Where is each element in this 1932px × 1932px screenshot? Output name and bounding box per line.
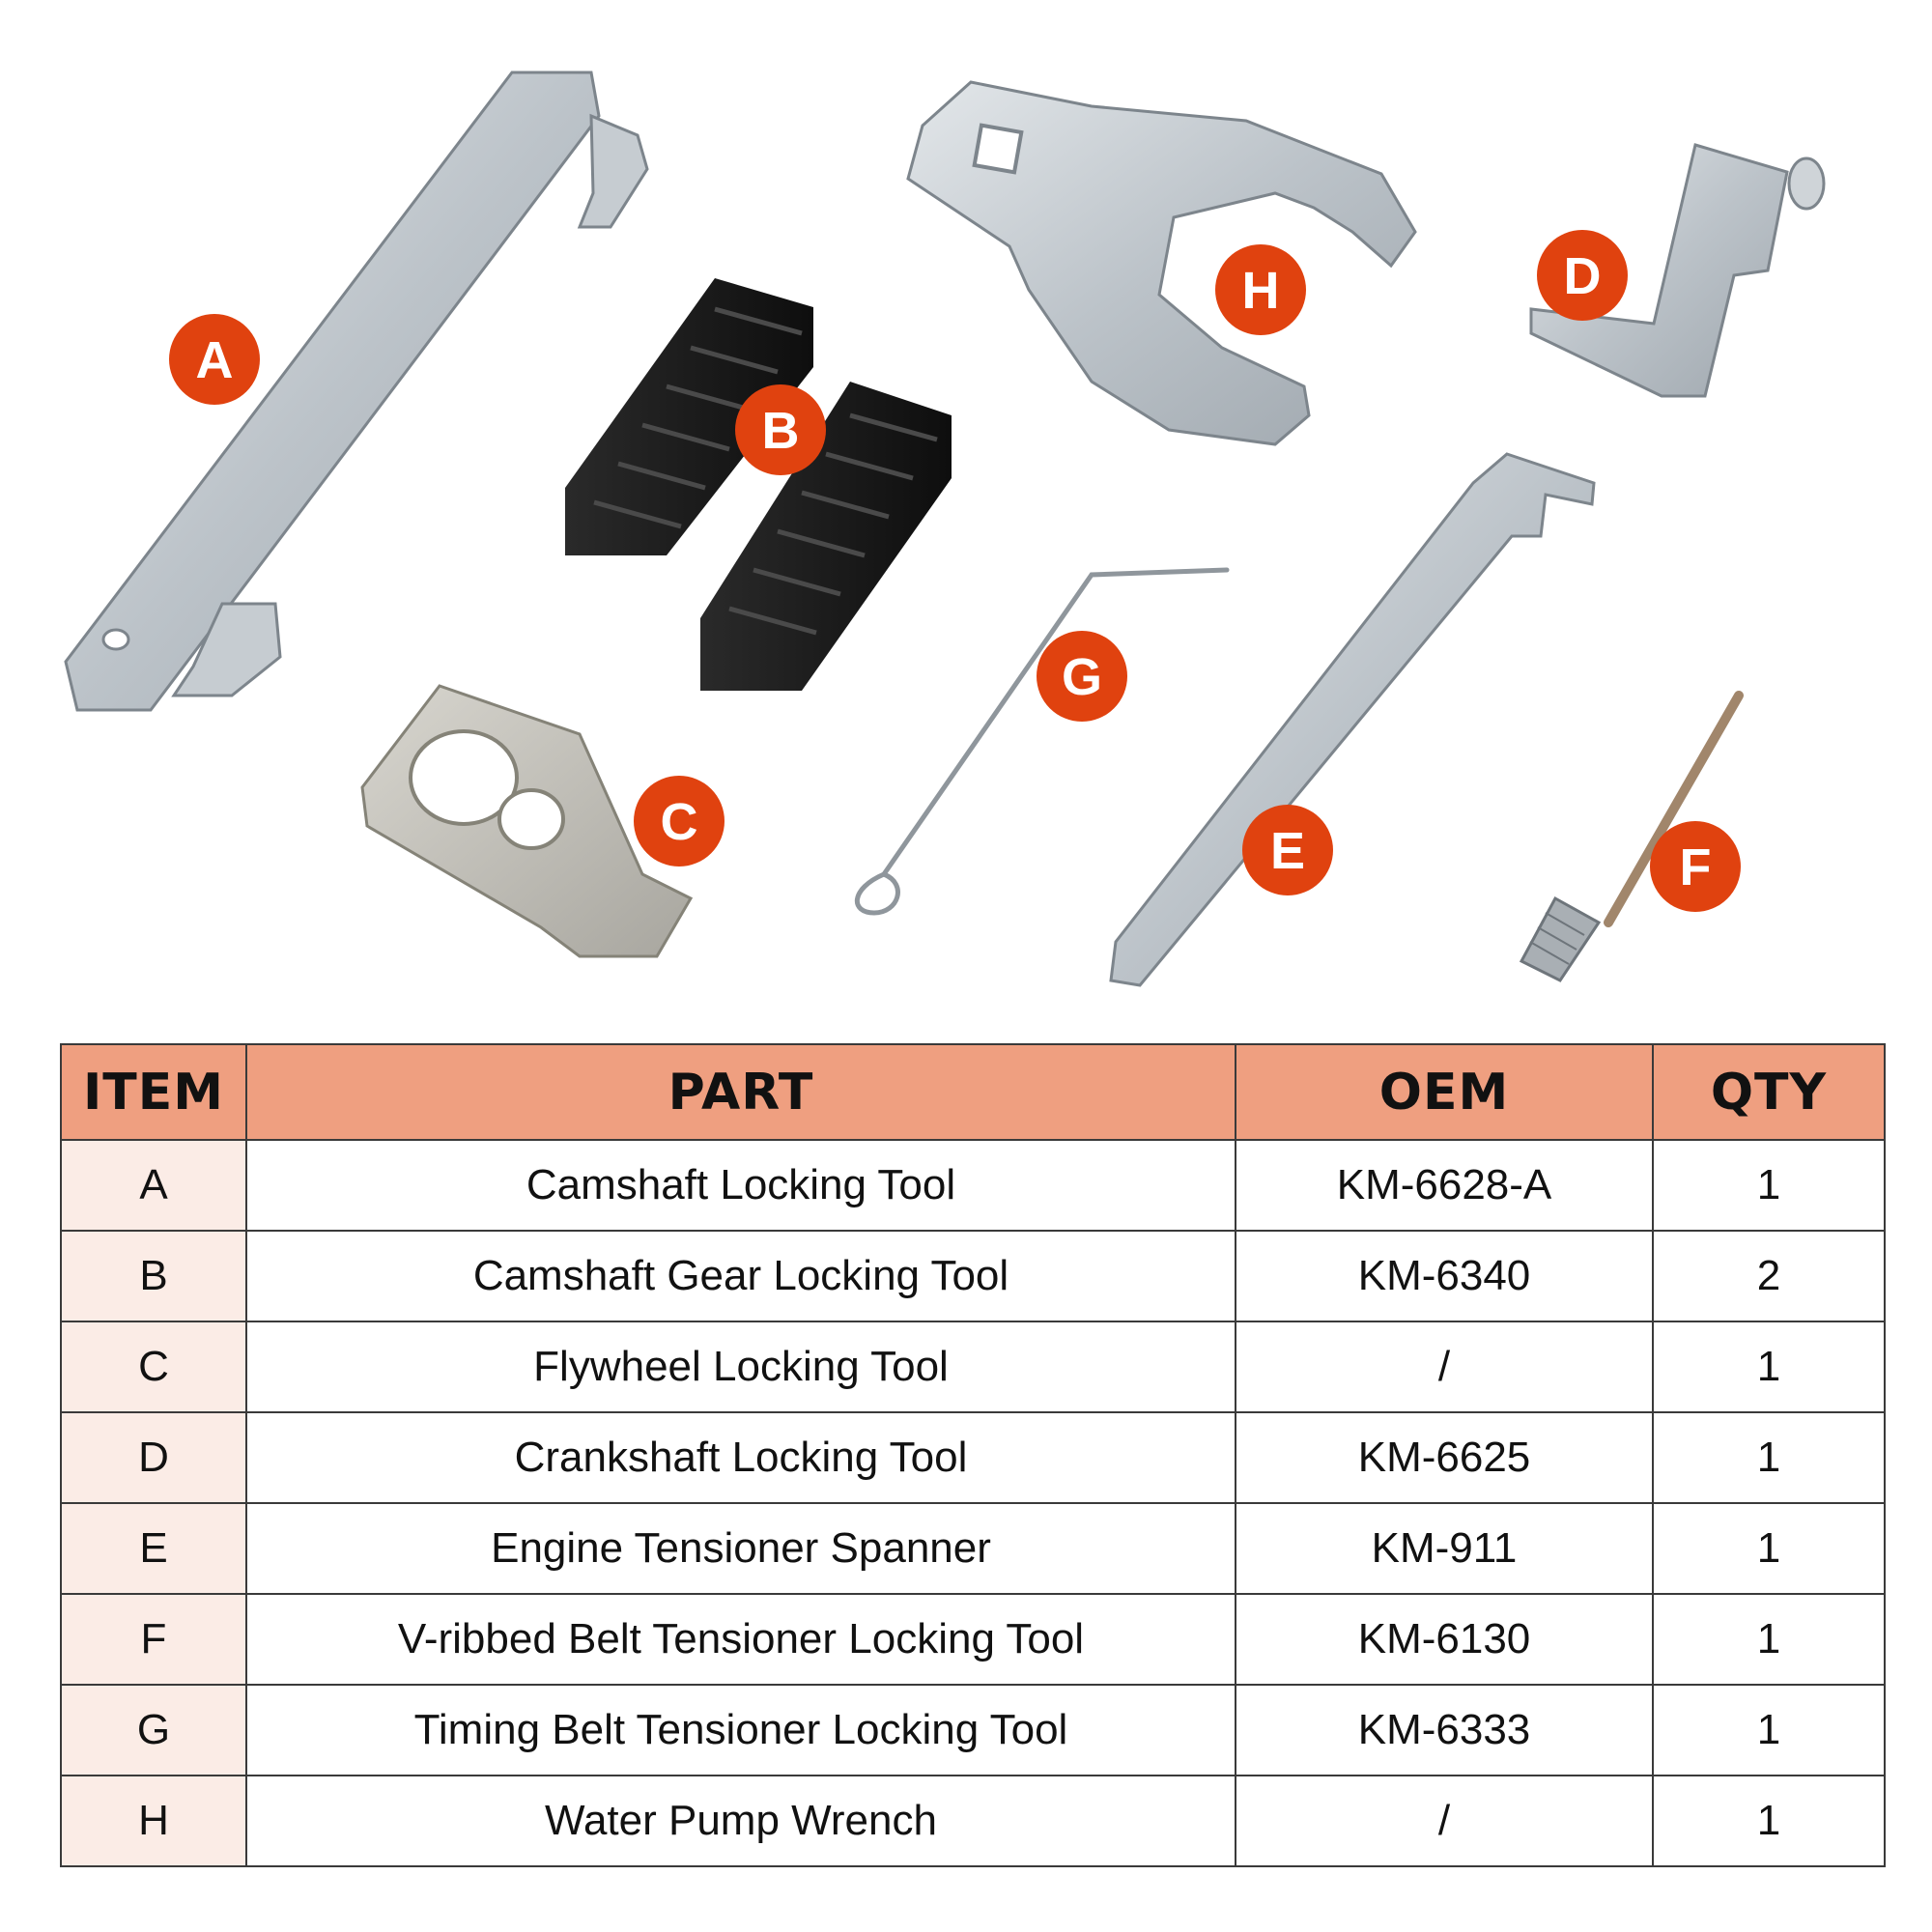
header-qty: QTY (1653, 1044, 1885, 1140)
parts-table (60, 1043, 1886, 1867)
badge-a (169, 314, 260, 405)
badge-e (1242, 805, 1333, 895)
oem-cell: KM-6340 (1236, 1231, 1653, 1321)
badge-c-label: C (660, 793, 698, 851)
oem-cell: / (1236, 1321, 1653, 1412)
part-cell: Camshaft Gear Locking Tool (246, 1231, 1236, 1321)
oem-cell: KM-6625 (1236, 1412, 1653, 1503)
oem-cell: KM-6130 (1236, 1594, 1653, 1685)
item-cell: B (61, 1231, 246, 1321)
qty-cell: 1 (1653, 1503, 1885, 1594)
table-row (61, 1776, 1885, 1866)
item-cell: C (61, 1321, 246, 1412)
oem-cell: KM-6333 (1236, 1685, 1653, 1776)
table-row (61, 1321, 1885, 1412)
qty-cell: 1 (1653, 1594, 1885, 1685)
item-cell: F (61, 1594, 246, 1685)
tool-b-camshaft-gear-locking-blocks (565, 278, 952, 691)
item-cell: A (61, 1140, 246, 1231)
table-row (61, 1594, 1885, 1685)
part-cell: Engine Tensioner Spanner (246, 1503, 1236, 1594)
qty-cell: 1 (1653, 1685, 1885, 1776)
qty-cell: 1 (1653, 1321, 1885, 1412)
qty-cell: 2 (1653, 1231, 1885, 1321)
part-cell: Crankshaft Locking Tool (246, 1412, 1236, 1503)
table-row (61, 1503, 1885, 1594)
badge-e-label: E (1269, 822, 1306, 880)
part-cell: Camshaft Locking Tool (246, 1140, 1236, 1231)
badge-a-label: A (195, 331, 234, 389)
item-cell: G (61, 1685, 246, 1776)
table-row (61, 1685, 1885, 1776)
badge-h (1215, 244, 1306, 335)
badge-b-label: B (761, 402, 800, 460)
table-row (61, 1412, 1885, 1503)
header-item: ITEM (61, 1044, 246, 1140)
part-cell: Timing Belt Tensioner Locking Tool (246, 1685, 1236, 1776)
oem-cell: KM-6628-A (1236, 1140, 1653, 1231)
badge-d-label: D (1563, 247, 1602, 305)
oem-cell: KM-911 (1236, 1503, 1653, 1594)
tool-g-bent-wire-pin (857, 570, 1227, 913)
header-part: PART (246, 1044, 1236, 1140)
item-cell: E (61, 1503, 246, 1594)
badge-d (1537, 230, 1628, 321)
badge-b (735, 384, 826, 475)
table-row (61, 1140, 1885, 1231)
header-oem: OEM (1236, 1044, 1653, 1140)
qty-cell: 1 (1653, 1776, 1885, 1866)
tool-e-tensioner-spanner (1111, 454, 1594, 985)
item-cell: D (61, 1412, 246, 1503)
part-cell: Water Pump Wrench (246, 1776, 1236, 1866)
tool-a-camshaft-locking-bar (66, 72, 647, 710)
part-cell: Flywheel Locking Tool (246, 1321, 1236, 1412)
oem-cell: / (1236, 1776, 1653, 1866)
table-header-row (61, 1044, 1885, 1140)
badge-f-label: F (1679, 838, 1712, 896)
table-row (61, 1231, 1885, 1321)
badge-g (1037, 631, 1127, 722)
badge-f (1650, 821, 1741, 912)
qty-cell: 1 (1653, 1412, 1885, 1503)
qty-cell: 1 (1653, 1140, 1885, 1231)
part-cell: V-ribbed Belt Tensioner Locking Tool (246, 1594, 1236, 1685)
badge-c (634, 776, 724, 867)
item-cell: H (61, 1776, 246, 1866)
badge-g-label: G (1061, 648, 1103, 706)
badge-h-label: H (1241, 262, 1280, 320)
tool-h-water-pump-wrench (908, 82, 1415, 444)
